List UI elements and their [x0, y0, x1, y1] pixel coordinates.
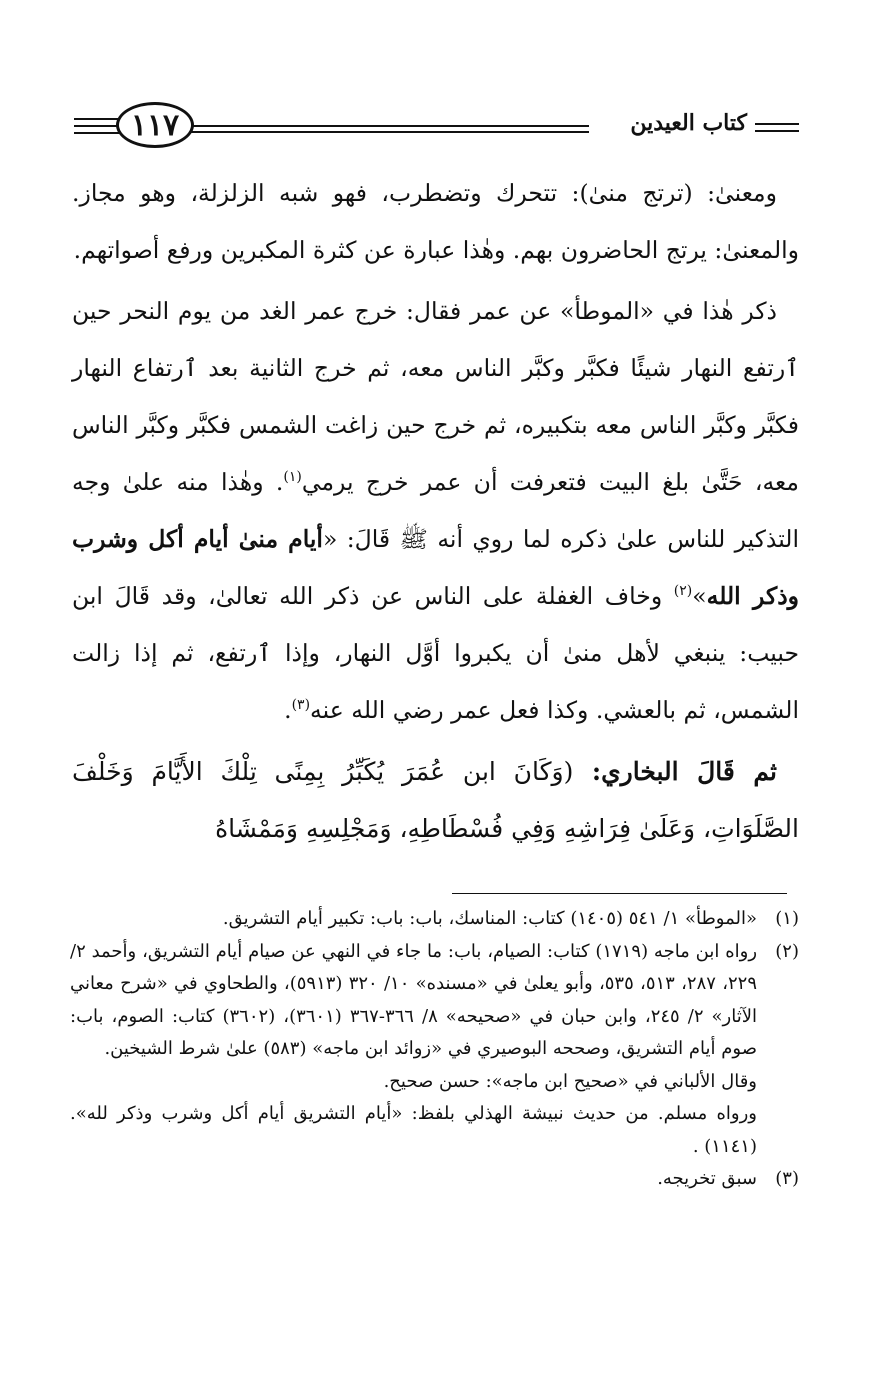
header-rule	[755, 130, 799, 132]
hadith-quote: أيام منىٰ أيام أكل وشرب وذكر الله	[72, 525, 800, 610]
header-rule	[184, 131, 589, 133]
footnote-text: سبق تخريجه.	[657, 1168, 757, 1189]
chapter-title: كتاب العيدين	[630, 110, 747, 136]
footnote-item	[70, 1163, 799, 1196]
footnote-number: (٣)	[775, 1168, 799, 1189]
footnote-separator	[452, 893, 787, 894]
footnote-text: «الموطأ» ١/ ٥٤١ (١٤٠٥) كتاب: المناسك، باب: باب: تكبير أيام التشريق.	[222, 908, 757, 929]
footnote-text: رواه ابن ماجه (١٧١٩) كتاب: الصيام، باب: ما جاء في النهي عن صيام أيام التشريق، وأحمد ٢/ ٢٢٩، ٢٨٧، ٥١٣، ٥٣٥، وأبو يعلىٰ في «مسنده» ١٠/ ٣٢٠ (٥٩١٣)، والطحاوي في «شرح معاني الآثار» ٢/ ٢٤٥، وابن حبان في «صحيحه» ٨/ ٣٦٦-٣٦٧ (٣٦٠١)، (٣٦٠٢) كتاب: الصوم، باب: صوم أيام التشريق، وصححه البوصيري في «زوائد ابن ماجه» (٥٨٣) علىٰ شرط الشيخين.	[70, 940, 758, 1059]
footnote-number: (٢)	[775, 940, 799, 962]
footnote-ref[interactable]: (١)	[283, 469, 302, 486]
paragraph-text: »	[692, 582, 707, 610]
header-rule	[74, 118, 122, 120]
paragraph-text: . وهٰذا منه علىٰ وجه التذكير للناس علىٰ ذكره لما روي أنه ﷺ قَالَ: «	[72, 468, 799, 553]
page-header	[72, 98, 799, 154]
bukhari-quote: (وَكَانَ ابن عُمَرَ يُكَبِّرُ بِمِنًى تِلْكَ الأَيَّامَ وَخَلْفَ الصَّلَوَاتِ، وَعَلَىٰ فِرَاشِهِ وَفِي فُسْطَاطِهِ، وَمَجْلِسِهِ وَمَمْشَاهُ	[72, 757, 799, 843]
paragraph-text: ذكر هٰذا في «الموطأ» عن عمر فقال: خرج عمر الغد من يوم النحر حين ٱرتفع النهار شيئًا فكبَّر وكبَّر الناس معه، ثم خرج الثانية بعد ٱرتفاع النهار فكبَّر وكبَّر الناس معه بتكبيره، ثم خرج حين زاغت الشمس فكبَّر وكبَّر الناس معه، حَتَّىٰ بلغ البيت فتعرفت أن عمر خرج يرمي	[72, 297, 799, 496]
header-rule	[74, 125, 122, 127]
paragraph-text: وخاف الغفلة على الناس عن ذكر الله تعالىٰ، وقد قَالَ ابن حبيب: ينبغي لأهل منىٰ أن يكبروا أوَّل النهار، وإذا ٱرتفع، ثم إذا زالت الشمس، ثم بالعشي. وكذا فعل عمر رضي الله عنه	[72, 582, 799, 724]
footnote-ref[interactable]: (٣)	[291, 697, 311, 714]
main-text	[72, 165, 799, 861]
section-lead: ثم قَالَ البخاري:	[573, 757, 777, 786]
footnote-ref[interactable]: (٢)	[673, 583, 693, 600]
header-rule	[74, 132, 122, 134]
page-number: ١١٧	[116, 102, 194, 148]
paragraph	[72, 283, 799, 739]
paragraph	[72, 743, 799, 857]
footnote-text: ورواه مسلم. من حديث نبيشة الهذلي بلفظ: «أيام التشريق أيام أكل وشرب وذكر لله». (١١٤١) .	[70, 1103, 757, 1157]
paragraph-text: ومعنىٰ: (ترتج منىٰ): تتحرك وتضطرب، فهو شبه الزلزلة، وهو مجاز. والمعنىٰ: يرتج الحاضرون بهم. وهٰذا عبارة عن كثرة المكبرين ورفع أصواتهم.	[72, 179, 799, 264]
footnote-item	[70, 903, 799, 936]
footnotes	[70, 903, 799, 1196]
paragraph-text: .	[284, 696, 292, 724]
paragraph	[72, 165, 799, 279]
footnote-text: وقال الألباني في «صحيح ابن ماجه»: حسن صحيح.	[383, 1070, 757, 1092]
header-rule	[755, 123, 799, 125]
footnote-number: (١)	[775, 908, 799, 929]
footnote-item	[70, 936, 799, 1164]
header-rule	[184, 125, 589, 127]
